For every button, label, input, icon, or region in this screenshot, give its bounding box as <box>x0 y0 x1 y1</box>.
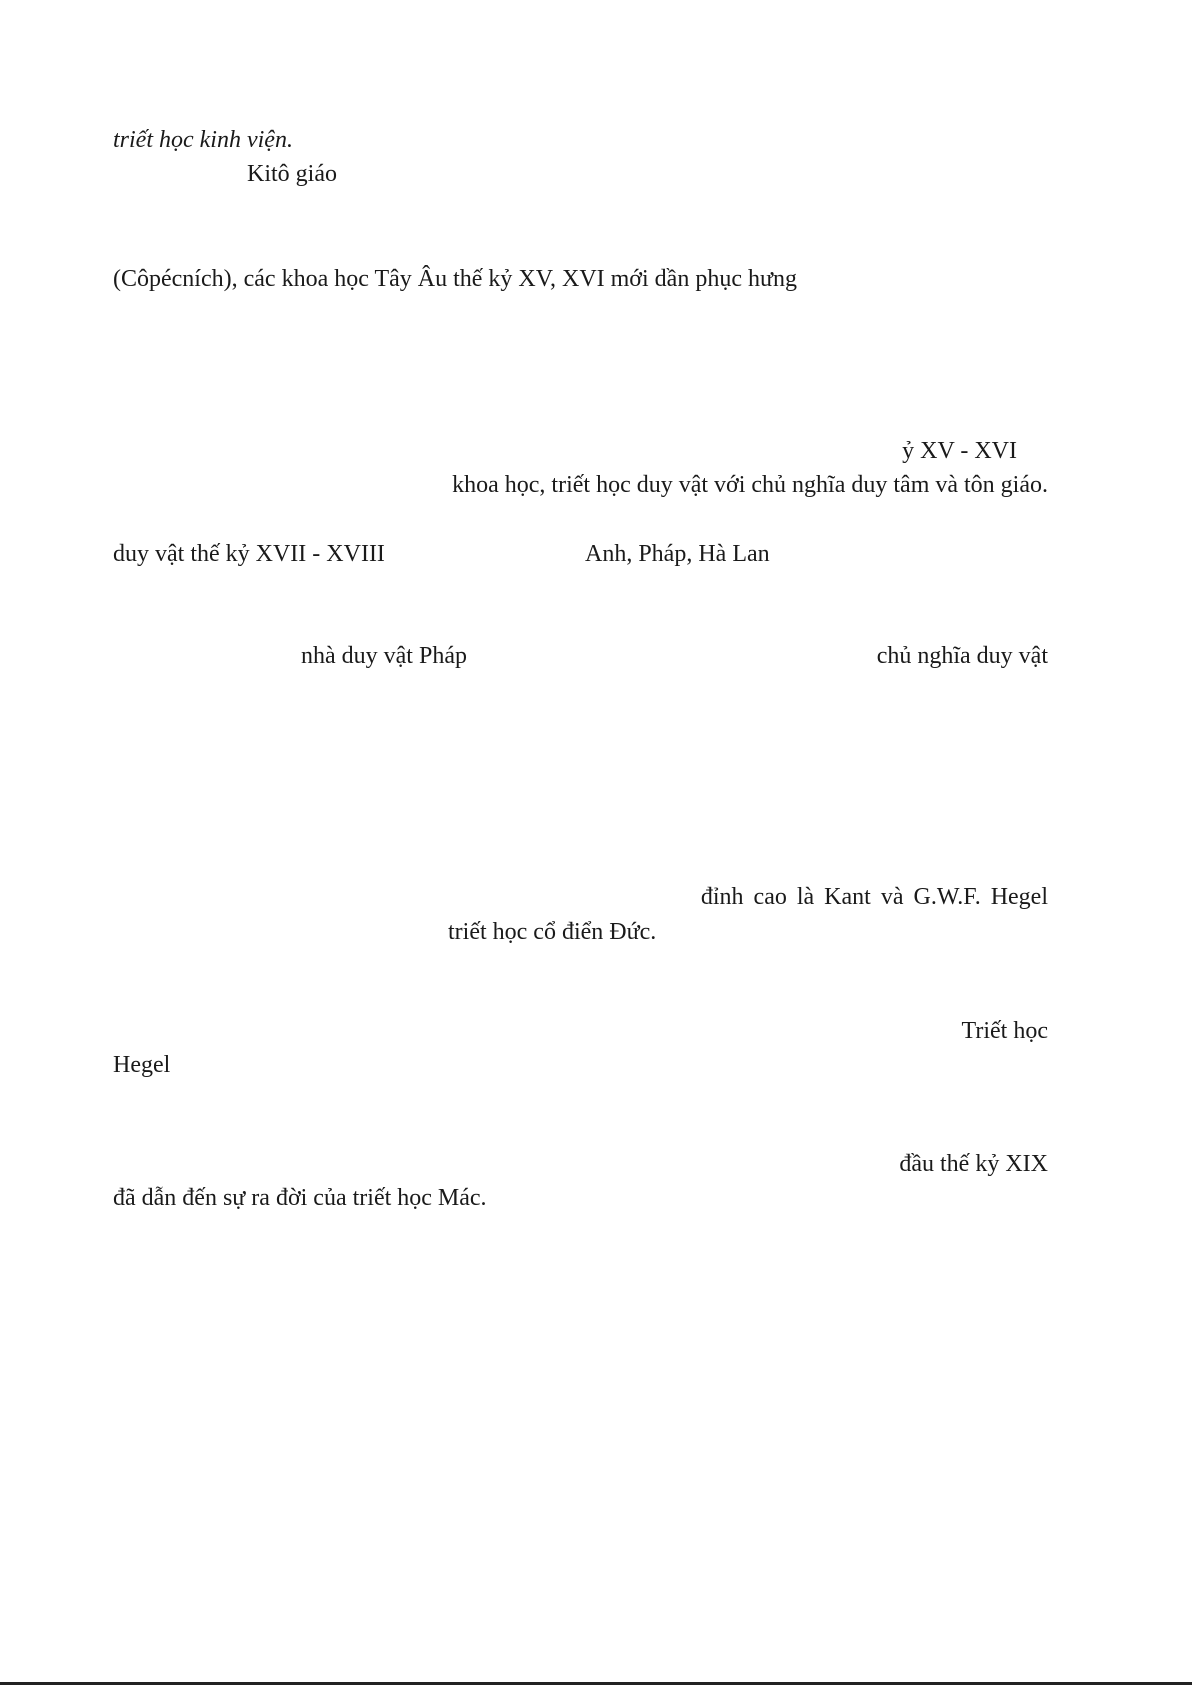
text-fragment-kito-giao: Kitô giáo <box>247 161 337 187</box>
text-fragment-triet-hoc-co-dien-duc: triết học cổ điển Đức. <box>448 919 657 945</box>
text-fragment-dau-the-ky-xix: đầu thế kỷ XIX <box>899 1151 1048 1177</box>
text-fragment-century-xv-xvi: ỷ XV - XVI <box>902 438 1017 464</box>
text-fragment-triet-hoc-mac: đã dẫn đến sự ra đời của triết học Mác. <box>113 1185 487 1211</box>
text-fragment-anh-phap-ha-lan: Anh, Pháp, Hà Lan <box>585 541 770 567</box>
text-fragment-khoa-hoc: khoa học, triết học duy vật với chủ nghĩa duy tâm và tôn giáo. <box>452 472 1048 498</box>
text-fragment-copecnich: (Côpécních), các khoa học Tây Âu thế kỷ XV, XVI mới dần phục hưng <box>113 266 797 292</box>
text-fragment-kant-hegel: đỉnh cao là Kant và G.W.F. Hegel <box>700 884 1048 910</box>
text-fragment-duy-vat-xvii-xviii: duy vật thế kỷ XVII - XVIII <box>113 541 385 567</box>
text-fragment-triet-hoc: Triết học <box>961 1018 1048 1044</box>
text-fragment-kinh-vien: triết học kinh viện. <box>113 127 293 153</box>
text-fragment-nha-duy-vat-phap: nhà duy vật Pháp <box>301 643 467 669</box>
text-fragment-hegel: Hegel <box>113 1052 171 1078</box>
text-fragment-chu-nghia-duy-vat: chủ nghĩa duy vật <box>876 643 1048 669</box>
